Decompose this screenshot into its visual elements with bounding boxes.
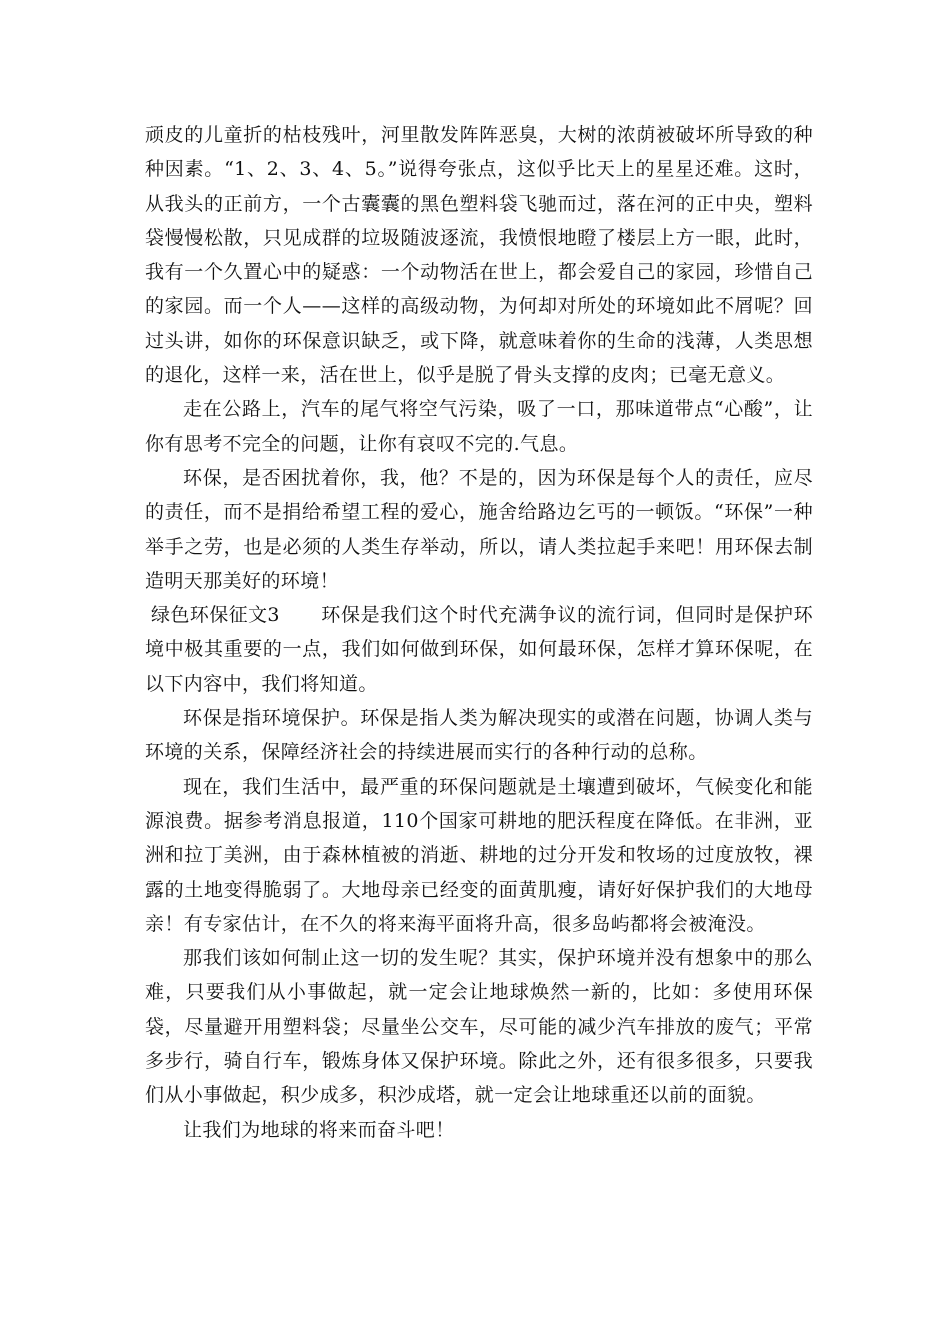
paragraph-6: 现在，我们生活中，最严重的环保问题就是土壤遭到破坏，气候变化和能源浪费。据参考消息报道，110个国家可耕地的肥沃程度在降低。在非洲，亚洲和拉丁美洲，由于森林植被的消逝、耕地的过分开发和牧场的过度放牧，裸露的土地变得脆弱了。大地母亲已经变的面黄肌瘦，请好好保护我们的大地母亲！有专家估计，在不久的将来海平面将升高，很多岛屿都将会被淹没。 <box>145 775 813 935</box>
document-body <box>145 118 813 1147</box>
paragraph-1: 顽皮的儿童折的枯枝残叶，河里散发阵阵恶臭，大树的浓荫被破坏所导致的种种因素。“1、2、3、4、5。”说得夸张点，这似乎比天上的星星还难。这时，从我头的正前方，一个古囊囊的黑色塑料袋飞驰而过，落在河的正中央，塑料袋慢慢松散，只见成群的垃圾随波逐流，我愤恨地瞪了楼层上方一眼，此时，我有一个久置心中的疑惑：一个动物活在世上，都会爱自己的家园，珍惜自己的家园。而一个人——这样的高级动物，为何却对所处的环境如此不屑呢？回过头讲，如你的环保意识缺乏，或下降，就意味着你的生命的浅薄，人类思想的退化，这样一来，活在世上，似乎是脱了骨头支撑的皮肉；已毫无意义。 <box>145 124 813 387</box>
paragraph-5: 环保是指环境保护。环保是指人类为解决现实的或潜在问题，协调人类与环境的关系，保障经济社会的持续进展而实行的各种行动的总称。 <box>145 707 813 764</box>
paragraph-8: 让我们为地球的将来而奋斗吧！ <box>183 1118 455 1141</box>
paragraph-7: 那我们该如何制止这一切的发生呢？其实，保护环境并没有想象中的那么难，只要我们从小事做起，就一定会让地球焕然一新的，比如：多使用环保袋，尽量避开用塑料袋；尽量坐公交车，尽可能的减少汽车排放的废气；平常多步行，骑自行车，锻炼身体又保护环境。除此之外，还有很多很多，只要我们从小事做起，积少成多，积沙成塔，就一定会让地球重还以前的面貌。 <box>145 947 813 1107</box>
paragraph-2: 走在公路上，汽车的尾气将空气污染，吸了一口，那味道带点“心酸”，让你有思考不完全的问题，让你有哀叹不完的.气息。 <box>145 398 813 455</box>
section-block <box>145 598 813 701</box>
section-intro: 环保是我们这个时代充满争议的流行词，但同时是保护环境中极其重要的一点，我们如何做到环保，如何最环保，怎样才算环保呢，在以下内容中，我们将知道。 <box>145 604 813 695</box>
section-title: 绿色环保征文3 <box>151 604 280 627</box>
paragraph-3: 环保，是否困扰着你，我，他？不是的，因为环保是每个人的责任，应尽的责任，而不是捐给希望工程的爱心，施舍给路边乞丐的一顿饭。“环保”一种举手之劳，也是必须的人类生存举动，所以，请人类拉起手来吧！用环保去制造明天那美好的环境！ <box>145 466 813 592</box>
